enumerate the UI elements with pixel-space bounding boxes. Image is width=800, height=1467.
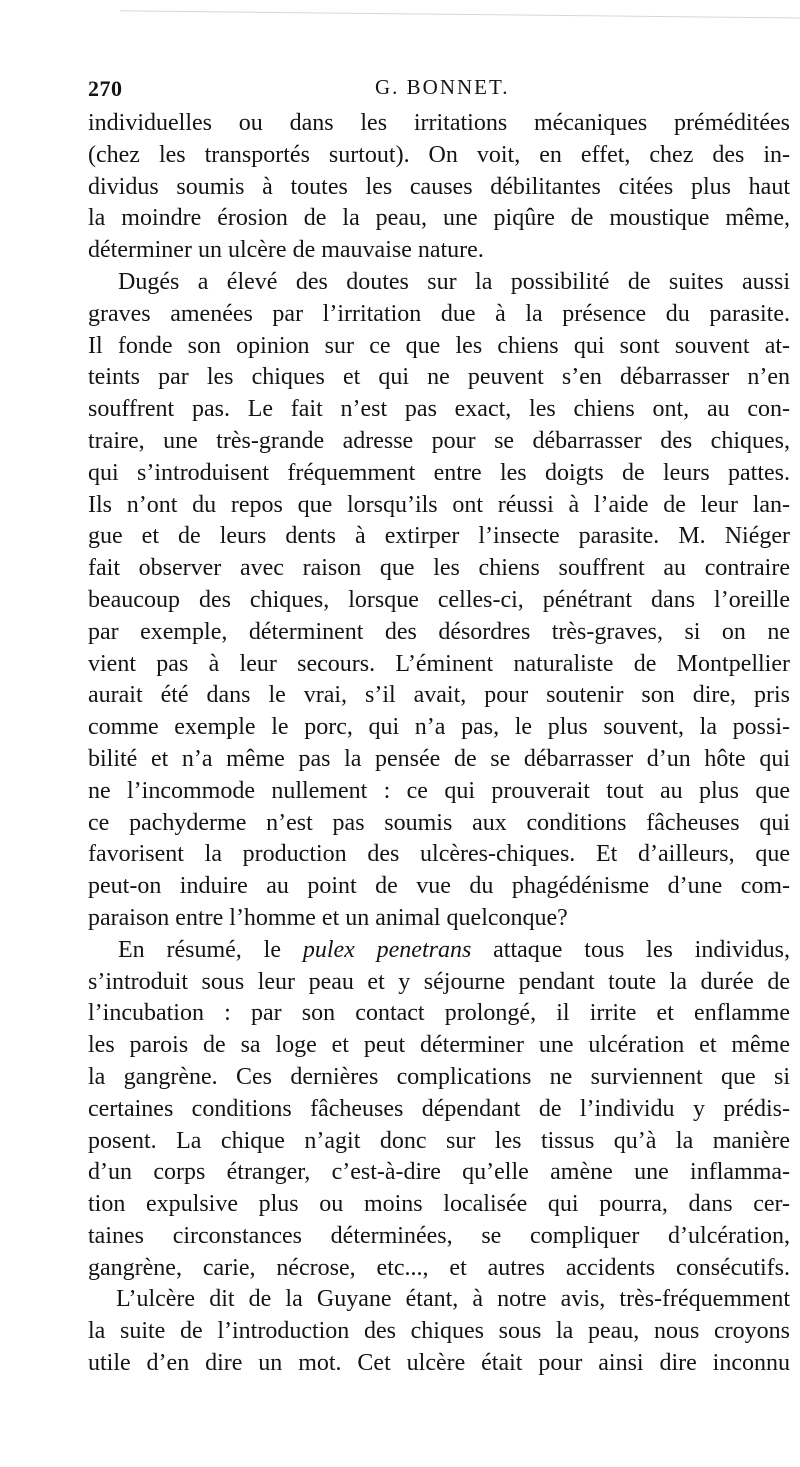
text-line: teints par les chiques et qui ne peuvent s’en débarrasser n’en bbox=[88, 364, 790, 391]
text-line: ne l’incommode nullement : ce qui prouverait tout au plus que bbox=[88, 777, 790, 804]
text-line: (chez les transportés surtout). On voit, en effet, chez des in- bbox=[88, 141, 790, 168]
text-line: gangrène, carie, nécrose, etc..., et autres accidents consécutifs. bbox=[88, 1254, 790, 1281]
text-line: certaines conditions fâcheuses dépendant de l’individu y prédis- bbox=[88, 1095, 790, 1122]
text-line: paraison entre l’homme et un animal quelconque? bbox=[88, 904, 568, 931]
text-line: Dugés a élevé des doutes sur la possibilité de suites aussi bbox=[118, 268, 790, 295]
text-line: souffrent pas. Le fait n’est pas exact, les chiens ont, au con- bbox=[88, 396, 790, 423]
text-line: aurait été dans le vrai, s’il avait, pour soutenir son dire, pris bbox=[88, 682, 790, 709]
text-line: taines circonstances déterminées, se compliquer d’ulcération, bbox=[88, 1222, 790, 1249]
text-line: la gangrène. Ces dernières complications ne surviennent que si bbox=[88, 1063, 790, 1090]
page-edge-rule bbox=[120, 10, 800, 18]
text-line: les parois de sa loge et peut déterminer une ulcération et même bbox=[88, 1032, 790, 1059]
text-line: bilité et n’a même pas la pensée de se débarrasser d’un hôte qui bbox=[88, 745, 790, 772]
text-line: la suite de l’introduction des chiques sous la peau, nous croyons bbox=[88, 1318, 790, 1345]
text-line: peut-on induire au point de vue du phagédénisme d’une com- bbox=[88, 873, 790, 900]
text-line: comme exemple le porc, qui n’a pas, le plus souvent, la possi- bbox=[88, 714, 790, 741]
text-line: dividus soumis à toutes les causes débilitantes citées plus haut bbox=[88, 173, 790, 200]
text-line bbox=[88, 935, 790, 967]
text-line: la moindre érosion de la peau, une piqûre de moustique même, bbox=[88, 205, 790, 232]
text-line: ce pachyderme n’est pas soumis aux conditions fâcheuses qui bbox=[88, 809, 790, 836]
text-line: graves amenées par l’irritation due à la présence du parasite. bbox=[88, 300, 790, 327]
text-line: d’un corps étranger, c’est-à-dire qu’elle amène une inflamma- bbox=[88, 1159, 790, 1186]
text-line: traire, une très-grande adresse pour se débarrasser des chiques, bbox=[88, 427, 790, 454]
text-line: tion expulsive plus ou moins localisée qui pourra, dans cer- bbox=[88, 1191, 790, 1218]
text-line: Ils n’ont du repos que lorsqu’ils ont réussi à l’aide de leur lan- bbox=[88, 491, 790, 518]
text-line: L’ulcère dit de la Guyane étant, à notre avis, très-fréquemment bbox=[116, 1286, 790, 1313]
text-line: l’incubation : par son contact prolongé, il irrite et enflamme bbox=[88, 1000, 790, 1027]
text-line: s’introduit sous leur peau et y séjourne pendant toute la durée de bbox=[88, 968, 790, 995]
text-line: utile d’en dire un mot. Cet ulcère était pour ainsi dire inconnu bbox=[88, 1350, 790, 1377]
text-line: par exemple, déterminent des désordres très-graves, si on ne bbox=[88, 618, 790, 645]
species-name: pulex penetrans bbox=[302, 936, 472, 963]
text-line: vient pas à leur secours. L’éminent naturaliste de Montpellier bbox=[88, 650, 790, 677]
running-head: G. BONNET. bbox=[375, 75, 510, 99]
text-line: posent. La chique n’agit donc sur les tissus qu’à la manière bbox=[88, 1127, 790, 1154]
text-line: favorisent la production des ulcères-chiques. Et d’ailleurs, que bbox=[88, 841, 790, 868]
text-run: attaque tous les individus, bbox=[471, 936, 790, 963]
text-line: fait observer avec raison que les chiens souffrent au contraire bbox=[88, 555, 790, 582]
text-line: Il fonde son opinion sur ce que les chiens qui sont souvent at- bbox=[88, 332, 790, 359]
body-text bbox=[88, 108, 790, 1380]
page-header bbox=[0, 68, 800, 108]
text-line: individuelles ou dans les irritations mécaniques préméditées bbox=[88, 110, 790, 136]
text-line: déterminer un ulcère de mauvaise nature. bbox=[88, 237, 484, 264]
text-run: En résumé, le bbox=[118, 936, 303, 963]
text-line: beaucoup des chiques, lorsque celles-ci, pénétrant dans l’oreille bbox=[88, 586, 790, 613]
text-line: qui s’introduisent fréquemment entre les doigts de leurs pattes. bbox=[88, 459, 790, 486]
page-number: 270 bbox=[88, 76, 123, 101]
text-line: gue et de leurs dents à extirper l’insecte parasite. M. Niéger bbox=[88, 523, 790, 550]
